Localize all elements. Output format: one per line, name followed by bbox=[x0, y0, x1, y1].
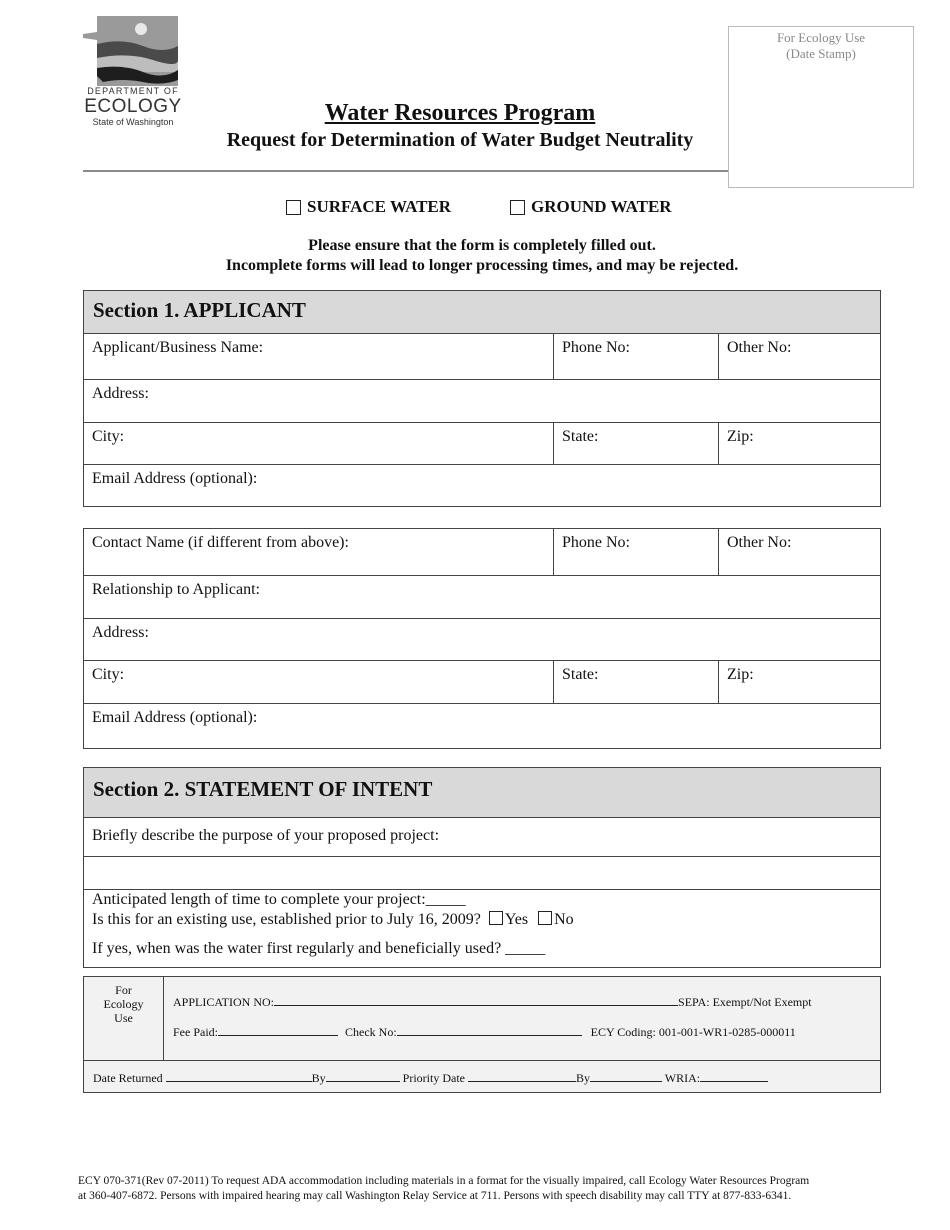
existing-yes-checkbox[interactable] bbox=[489, 911, 503, 925]
surface-water-checkbox[interactable] bbox=[286, 200, 301, 215]
timing-row bbox=[84, 889, 880, 967]
stamp-line-1: For Ecology Use bbox=[776, 30, 866, 45]
applicant-city-field[interactable] bbox=[84, 423, 553, 464]
contact-zip-label: Zip: bbox=[727, 666, 754, 683]
application-no-label: APPLICATION NO: bbox=[173, 995, 275, 1009]
purpose-row bbox=[84, 817, 880, 856]
applicant-zip-label: Zip: bbox=[727, 428, 754, 445]
existing-use-question bbox=[92, 910, 872, 930]
applicant-address-label: Address: bbox=[92, 385, 149, 402]
contact-city-field[interactable] bbox=[84, 661, 553, 703]
applicant-zip-field[interactable] bbox=[718, 423, 880, 464]
relationship-label: Relationship to Applicant: bbox=[92, 581, 260, 598]
eco-label-line-1: For bbox=[115, 983, 132, 997]
applicant-email-row bbox=[84, 464, 880, 506]
contact-name-field[interactable] bbox=[84, 529, 553, 575]
date-returned-label: Date Returned bbox=[93, 1071, 163, 1085]
applicant-other-label: Other No: bbox=[727, 339, 792, 356]
applicant-name-label: Applicant/Business Name: bbox=[92, 339, 264, 356]
applicant-city-row bbox=[84, 422, 880, 464]
application-no-line bbox=[274, 994, 678, 1006]
contact-other-field[interactable] bbox=[718, 529, 880, 575]
eco-label-line-3: Use bbox=[114, 1011, 133, 1025]
applicant-state-field[interactable] bbox=[553, 423, 718, 464]
contact-phone-label: Phone No: bbox=[562, 534, 630, 551]
ecology-use-label bbox=[84, 977, 164, 1060]
date-stamp-box bbox=[728, 26, 914, 188]
contact-table bbox=[83, 528, 881, 749]
contact-address-label: Address: bbox=[92, 624, 149, 641]
fee-paid-line[interactable] bbox=[218, 1024, 338, 1036]
relationship-field[interactable] bbox=[84, 576, 880, 618]
footer-note bbox=[78, 1174, 878, 1204]
applicant-table bbox=[83, 290, 881, 507]
section2-heading: Section 2. STATEMENT OF INTENT bbox=[84, 768, 880, 817]
date-returned-row bbox=[93, 1070, 768, 1086]
check-no-line[interactable] bbox=[397, 1024, 582, 1036]
applicant-phone-field[interactable] bbox=[553, 334, 718, 379]
applicant-name-row bbox=[84, 333, 880, 379]
eco-label-line-2: Ecology bbox=[103, 997, 144, 1011]
contact-phone-field[interactable] bbox=[553, 529, 718, 575]
header-divider bbox=[83, 170, 728, 172]
contact-email-field[interactable] bbox=[84, 704, 880, 748]
first-used-question[interactable]: If yes, when was the water first regularly and beneficially used? _____ bbox=[92, 940, 546, 957]
page-title: Water Resources Program bbox=[324, 100, 596, 126]
contact-email-label: Email Address (optional): bbox=[92, 709, 258, 726]
purpose-answer-field[interactable] bbox=[84, 857, 880, 889]
logo-line-1: DEPARTMENT OF bbox=[87, 86, 179, 96]
stamp-line-2: (Date Stamp) bbox=[786, 46, 856, 61]
ecology-use-box bbox=[83, 976, 881, 1093]
by-label-1: By bbox=[311, 1071, 326, 1085]
ground-water-checkbox[interactable] bbox=[510, 200, 525, 215]
contact-city-label: City: bbox=[92, 666, 125, 683]
page-subtitle: Request for Determination of Water Budget Neutrality bbox=[226, 129, 694, 151]
ecology-use-bottom-row bbox=[84, 1060, 880, 1092]
contact-address-row bbox=[84, 618, 880, 660]
by-line-1[interactable] bbox=[326, 1070, 400, 1082]
purpose-label-cell bbox=[84, 818, 880, 856]
timing-cell bbox=[84, 890, 880, 967]
sepa-label: SEPA: Exempt/Not Exempt bbox=[678, 995, 812, 1009]
existing-use-label: Is this for an existing use, established prior to July 16, 2009? bbox=[92, 911, 481, 928]
notice-line-1: Please ensure that the form is completely filled out. bbox=[308, 237, 656, 254]
contact-zip-field[interactable] bbox=[718, 661, 880, 703]
contact-other-label: Other No: bbox=[727, 534, 792, 551]
logo-line-3: State of Washington bbox=[92, 117, 174, 127]
fee-paid-label: Fee Paid: bbox=[173, 1025, 218, 1039]
by-label-2: By bbox=[575, 1071, 590, 1085]
date-returned-line[interactable] bbox=[166, 1070, 312, 1082]
footer-line-2: at 360-407-6872. Persons with impaired hearing may call Washington Relay Service at 711. Persons with speech disability may call TTY at 877-833-6341. bbox=[78, 1190, 792, 1202]
logo-wordmark bbox=[83, 86, 183, 128]
logo-line-2: ECOLOGY bbox=[84, 96, 182, 117]
application-no-field[interactable] bbox=[173, 994, 812, 1010]
applicant-address-field[interactable] bbox=[84, 380, 880, 422]
wria-line[interactable] bbox=[700, 1070, 768, 1082]
footer-line-1: ECY 070-371(Rev 07-2011) To request ADA accommodation including materials in a format for the visually impaired, call Ecology Water Resources Program bbox=[78, 1175, 810, 1187]
purpose-answer-row bbox=[84, 856, 880, 889]
priority-date-line[interactable] bbox=[468, 1070, 576, 1082]
check-no-label: Check No: bbox=[345, 1025, 397, 1039]
contact-state-label: State: bbox=[562, 666, 599, 683]
relationship-row bbox=[84, 575, 880, 618]
logo-sun bbox=[135, 23, 147, 35]
completion-notice bbox=[83, 236, 881, 276]
fee-check-row bbox=[173, 1024, 796, 1040]
applicant-email-label: Email Address (optional): bbox=[92, 470, 258, 487]
contact-city-row bbox=[84, 660, 880, 703]
existing-no-label: No bbox=[554, 911, 574, 928]
ground-water-option[interactable] bbox=[510, 197, 672, 217]
priority-date-label: Priority Date bbox=[402, 1071, 465, 1085]
applicant-name-field[interactable] bbox=[84, 334, 553, 379]
purpose-label: Briefly describe the purpose of your proposed project: bbox=[92, 827, 440, 844]
applicant-phone-label: Phone No: bbox=[562, 339, 630, 356]
ecy-coding-label: ECY Coding: 001-001-WR1-0285-000011 bbox=[590, 1025, 796, 1039]
existing-yes-label: Yes bbox=[504, 911, 529, 928]
applicant-city-label: City: bbox=[92, 428, 125, 445]
surface-water-label: SURFACE WATER bbox=[307, 197, 452, 216]
project-length-question[interactable]: Anticipated length of time to complete your project:_____ bbox=[92, 891, 466, 908]
intent-table bbox=[83, 767, 881, 968]
existing-no-checkbox[interactable] bbox=[538, 911, 552, 925]
contact-name-row bbox=[84, 529, 880, 575]
notice-line-2: Incomplete forms will lead to longer processing times, and may be rejected. bbox=[225, 257, 739, 274]
applicant-state-label: State: bbox=[562, 428, 599, 445]
contact-email-row bbox=[84, 703, 880, 748]
applicant-email-field[interactable] bbox=[84, 465, 880, 506]
section1-heading: Section 1. APPLICANT bbox=[84, 291, 880, 333]
contact-state-field[interactable] bbox=[553, 661, 718, 703]
applicant-address-row bbox=[84, 379, 880, 422]
ground-water-label: GROUND WATER bbox=[531, 197, 672, 216]
applicant-other-field[interactable] bbox=[718, 334, 880, 379]
wria-label: WRIA: bbox=[664, 1071, 701, 1085]
surface-water-option[interactable] bbox=[286, 197, 451, 217]
contact-name-label: Contact Name (if different from above): bbox=[92, 534, 349, 551]
by-line-2[interactable] bbox=[590, 1070, 662, 1082]
contact-address-field[interactable] bbox=[84, 619, 880, 660]
